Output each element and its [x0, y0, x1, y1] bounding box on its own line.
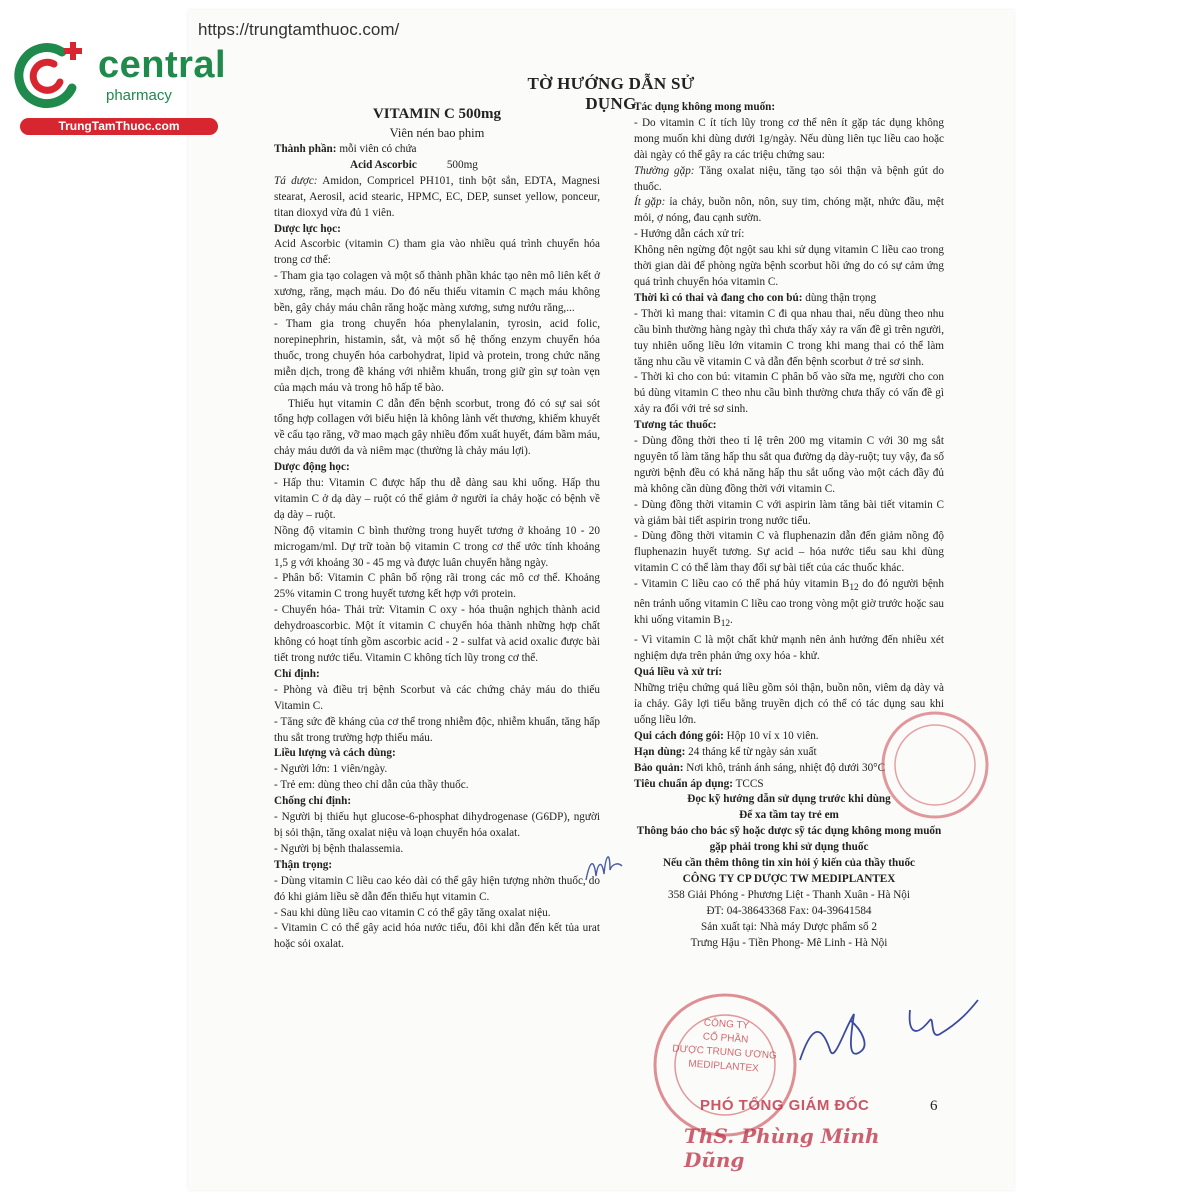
excipients	[274, 174, 600, 222]
excipients-label: Tá dược:	[274, 174, 318, 187]
seal-line: CÔNG TY	[703, 1017, 750, 1032]
side-effects-heading: Tác dụng không mong muốn:	[634, 101, 776, 113]
pregnancy-paragraph: - Thời kì mang thai: vitamin C đi qua nhau thai, nếu dùng theo nhu cầu bình thường hàng ngày thì chưa thấy xảy ra vấn đề gì trên người, tuy nhiên uống liều lớn vitamin C trong khi mang thai có thể làm tăng nhu cầu về vitamin C và dẫn đến bệnh scorbut ở trẻ sơ sinh.	[634, 307, 944, 368]
warning-report-side-effects: Thông báo cho bác sỹ hoặc dược sỹ tác dụng không mong muốn gặp phải trong khi sử dụng thuốc	[636, 825, 942, 854]
director-signature	[790, 990, 980, 1100]
interaction-item: - Vì vitamin C là một chất khử mạnh nên ảnh hưởng đến nhiều xét nghiệm dựa trên phản ứng oxy hóa - khử.	[634, 634, 944, 663]
common-effects	[634, 164, 944, 196]
indication-item: - Phòng và điều trị bệnh Scorbut và các chứng chảy máu do thiếu Vitamin C.	[274, 683, 600, 712]
pharmacokinetics-paragraph: - Phân bố: Vitamin C phân bố rộng rãi trong các mô cơ thể. Khoảng 25% vitamin C trong huyết tương kết hợp với protein.	[274, 572, 600, 601]
seal-line: MEDIPLANTEX	[687, 1058, 760, 1075]
pharmacokinetics-heading: Dược động học:	[274, 461, 350, 474]
site-badge: TrungTamThuoc.com	[20, 118, 218, 135]
precaution-item: - Sau khi dùng liều cao vitamin C có thể gây tăng oxalat niệu.	[274, 906, 551, 919]
company-phone: ĐT: 04-38643368 Fax: 04-39641584	[706, 904, 872, 917]
excipients-text: Amidon, Compricel PH101, tinh bột sắn, EDTA, Magnesi stearat, Aerosil, acid stearic, HPMC, EC, DEP, sunset yellow, ponceur, titan dioxyd vừa đủ 1 viên.	[274, 174, 600, 219]
composition	[274, 142, 600, 158]
precaution-item: - Dùng vitamin C liều cao kéo dài có thể gây hiện tượng nhờn thuốc, do đó khi giảm liều sẽ dẫn đến thiếu hụt vitamin C.	[274, 874, 600, 903]
active-amount: 500mg	[446, 158, 478, 171]
common-text: Tăng oxalat niệu, tăng tạo sỏi thận và bệnh gút do thuốc.	[634, 164, 944, 193]
packaging-label: Qui cách đóng gói:	[634, 729, 724, 742]
page-number: 6	[930, 1098, 938, 1114]
document-title: TỜ HƯỚNG DẪN SỬ DỤNG	[527, 74, 695, 113]
dosage-item: - Trẻ em: dùng theo chỉ dẫn của thầy thuốc.	[274, 779, 469, 792]
dosage-item: - Người lớn: 1 viên/ngày.	[274, 763, 388, 776]
seal-line: DƯỢC TRUNG ƯƠNG	[671, 1043, 778, 1062]
central-pharmacy-logo	[10, 36, 227, 136]
factory-address: Trưng Hậu - Tiền Phong- Mê Linh - Hà Nội	[690, 936, 888, 949]
warning-ask-doctor: Nếu cần thêm thông tin xin hỏi ý kiến của thầy thuốc	[662, 857, 916, 870]
pharmacy-logo-icon	[10, 36, 90, 116]
pregnancy-intro: dùng thận trọng	[805, 291, 877, 304]
b12-subscript: 12	[720, 619, 731, 630]
expiry-value: 24 tháng kể từ ngày sản xuất	[688, 745, 817, 758]
indication-item: - Tăng sức đề kháng của cơ thể trong nhiễm độc, nhiễm khuẩn, tăng hấp thu sắt trong trường hợp thiếu máu.	[274, 715, 600, 744]
b12-subscript: 12	[849, 583, 859, 594]
pharmacokinetics-paragraph: - Chuyển hóa- Thải trừ: Vitamin C oxy - hóa thuận nghịch thành acid dehydroascorbic. Một ít vitamin C chuyển hóa thành những hợp chất không có hoạt tính gồm ascorbic acid - 2 - sulfat và acid oxalic được bài tiết trong nước tiểu. Vitamin C không tích lũy trong cơ thể.	[274, 604, 600, 664]
indications-heading: Chỉ định:	[274, 667, 320, 680]
pharmacokinetics-paragraph: Nồng độ vitamin C bình thường trong huyết tương ở khoảng 10 - 20 microgam/ml. Dự trữ toàn bộ vitamin C trong cơ thể ước tính khoảng 1,5 g với khoảng 30 - 45 mg và được luân chuyển hằng ngày.	[274, 524, 600, 569]
precaution-item: - Vitamin C có thể gây acid hóa nước tiểu, đôi khi dẫn đến kết tủa urat hoặc sỏi oxalat.	[274, 922, 600, 951]
interaction-item: - Dùng đồng thời vitamin C và fluphenazin dẫn đến giảm nồng độ fluphenazin huyết tương. Sự acid – hóa nước tiểu sau khi dùng vitamin C có thể làm thay đổi sự bài tiết của các thuốc khác.	[634, 530, 944, 575]
handling-text: - Hướng dẫn cách xử trí:	[634, 228, 745, 241]
common-label: Thường gặp:	[634, 164, 695, 177]
storage-value: Nơi khô, tránh ánh sáng, nhiệt độ dưới 30°C	[686, 761, 886, 774]
overdose-heading: Quá liều và xử trí:	[634, 666, 723, 679]
contraindications-heading: Chống chỉ định:	[274, 795, 352, 808]
rare-text: ỉa chảy, buồn nôn, nôn, suy tim, chóng mặt, nhức đầu, mệt mỏi, ợ nóng, đau cạnh sườn.	[634, 196, 945, 225]
brand-name: central	[98, 44, 227, 86]
factory-line: Sản xuất tại: Nhà máy Dược phẩm số 2	[700, 920, 878, 933]
warning-keep-away-children: Để xa tầm tay trẻ em	[739, 809, 839, 822]
interaction-item: - Dùng đồng thời vitamin C với aspirin làm tăng bài tiết vitamin C và giảm bài tiết aspirin trong nước tiểu.	[634, 498, 944, 527]
contraindication-item: - Người bị bệnh thalassemia.	[274, 842, 404, 855]
seal-text	[668, 1014, 782, 1078]
storage-label: Bảo quản:	[634, 761, 684, 774]
pharmacokinetics-paragraph: - Hấp thu: Vitamin C được hấp thu dễ dàng sau khi uống. Hấp thu vitamin C ở dạ dày – ruột có thể giảm ở người ỉa chảy hoặc có bệnh về dạ dày – ruột.	[274, 477, 600, 521]
pharmacodynamics-paragraph: Acid Ascorbic (vitamin C) tham gia vào nhiều quá trình chuyển hóa trong cơ thể:	[274, 238, 600, 267]
product-form: Viên nén bao phim	[389, 126, 485, 140]
precautions-heading: Thận trọng:	[274, 858, 333, 871]
signer-title: PHÓ TỔNG GIÁM ĐỐC	[700, 1097, 870, 1114]
left-column	[274, 104, 600, 953]
standard-label: Tiêu chuẩn áp dụng:	[634, 777, 733, 790]
rare-effects	[634, 195, 944, 227]
standard-value: TCCS	[735, 777, 764, 790]
overdose-text: Những triệu chứng quá liều gồm sỏi thận, buồn nôn, viêm dạ dày và ỉa chảy. Gây lợi tiểu bằng truyền dịch có thể có tác dụng sau khi uống liều lớn.	[634, 682, 944, 726]
composition-intro: mỗi viên có chứa	[339, 143, 417, 155]
seal-line: CỔ PHẦN	[702, 1031, 749, 1046]
pharmacodynamics-paragraph: - Tham gia tạo colagen và một số thành phần khác tạo nên mô liên kết ở xương, răng, mạch máu. Do đó nếu thiếu vitamin C mạch máu không bền, gây chảy máu chân răng hoặc màng xương, sưng nướu răng,...	[274, 270, 600, 315]
active-ingredient	[274, 158, 600, 174]
dosage-heading: Liều lượng và cách dùng:	[274, 747, 396, 760]
company-name: CÔNG TY CP DƯỢC TW MEDIPLANTEX	[682, 872, 896, 885]
brand-sub: pharmacy	[106, 87, 172, 104]
pharmacodynamics-paragraph: - Tham gia trong chuyển hóa phenylalanin, tyrosin, acid folic, norepinephrin, histamin, sắt, và một số hệ thống enzym chuyển hóa thuốc, trong chuyển hóa carbohydrat, lipid và protein, trong chức năng miễn dịch, trong đề kháng với nhiễm khuẩn, trong giữ gìn sự toàn vẹn của mạch máu và trong hô hấp tế bào.	[274, 317, 600, 394]
pharmacodynamics-paragraph: Thiếu hụt vitamin C dẫn đến bệnh scorbut, trong đó có sự sai sót tổng hợp collagen với biểu hiện là không lành vết thương, khiếm khuyết về cấu tạo răng, vỡ mao mạch gây nhiều đốm xuất huyết, đám bầm máu, chảy máu dưới da và niêm mạc (thường là chảy máu lợi).	[274, 397, 600, 458]
pharmacodynamics-heading: Dược lực học:	[274, 222, 341, 235]
product-name: VITAMIN C 500mg	[372, 106, 502, 122]
signer-name: ThS. Phùng Minh Dũng	[684, 1124, 880, 1172]
composition-heading: Thành phần:	[274, 143, 337, 155]
interaction-item: - Dùng đồng thời theo tỉ lệ trên 200 mg vitamin C với 30 mg sắt nguyên tố làm tăng hấp thu sắt qua đường dạ dày-ruột; tuy vậy, đa số người bệnh đều có khả năng hấp thu sắt uống vào một cách đầy đủ mà không cần dùng đồng thời với vitamin C.	[634, 435, 944, 495]
expiry-label: Hạn dùng:	[634, 745, 686, 758]
interaction-item-b12: - Vitamin C liều cao có thể phá hủy vitamin $B_{12}$ do đó người bệnh nên tránh uống vitamin C liều cao trong vòng một giờ trước hoặc sau khi uống vitamin $B_{12}$.	[634, 578, 944, 630]
interactions-heading: Tương tác thuốc:	[634, 419, 717, 432]
handling-detail: Không nên ngừng đột ngột sau khi sử dụng vitamin C liều cao trong thời gian dài để phòng ngừa bệnh scorbut hồi ứng do có sự cảm ứng quá trình chuyển hóa vitamin C.	[634, 244, 944, 288]
seal-stamp-right	[880, 690, 990, 840]
interaction-b12-part2: do đó người bệnh nên tránh uống vitamin C liều cao trong vòng một giờ trước hoặc sau khi uống vitamin B	[634, 578, 944, 627]
source-url: https://trungtamthuoc.com/	[198, 20, 400, 39]
warning-read-instructions: Đọc kỹ hướng dẫn sử dụng trước khi dùng	[687, 793, 891, 806]
pregnancy-paragraph: - Thời kì cho con bú: vitamin C phân bố vào sữa mẹ, người cho con bú dùng vitamin C theo nhu cầu bình thường chưa thấy có vấn đề gì xảy ra đối với trẻ sơ sinh.	[634, 371, 944, 416]
active-name: Acid Ascorbic	[350, 158, 417, 171]
company-address: 358 Giải Phóng - Phương Liệt - Thanh Xuân - Hà Nội	[667, 888, 911, 901]
packaging-value: Hộp 10 vỉ x 10 viên.	[726, 729, 819, 742]
contraindication-item: - Người bị thiếu hụt glucose-6-phosphat dihydrogenase (G6DP), người bị sỏi thận, tăng oxalat niệu và loạn chuyển hóa oxalat.	[274, 811, 600, 839]
company-seal	[650, 990, 800, 1140]
pregnancy-heading: Thời kì có thai và đang cho con bú:	[634, 291, 803, 304]
interaction-b12-part1: - Vitamin C liều cao có thể phá hủy vitamin B	[634, 578, 850, 591]
initials-signature	[580, 840, 640, 890]
rare-label: Ít gặp:	[634, 196, 666, 209]
pregnancy	[634, 291, 944, 307]
side-effects-paragraph: - Do vitamin C ít tích lũy trong cơ thể nên ít gặp tác dụng không mong muốn khi dùng dưới 1g/ngày. Nếu dùng liên tục liều cao hoặc dài ngày có thể gây ra các triệu chứng sau:	[634, 116, 944, 161]
